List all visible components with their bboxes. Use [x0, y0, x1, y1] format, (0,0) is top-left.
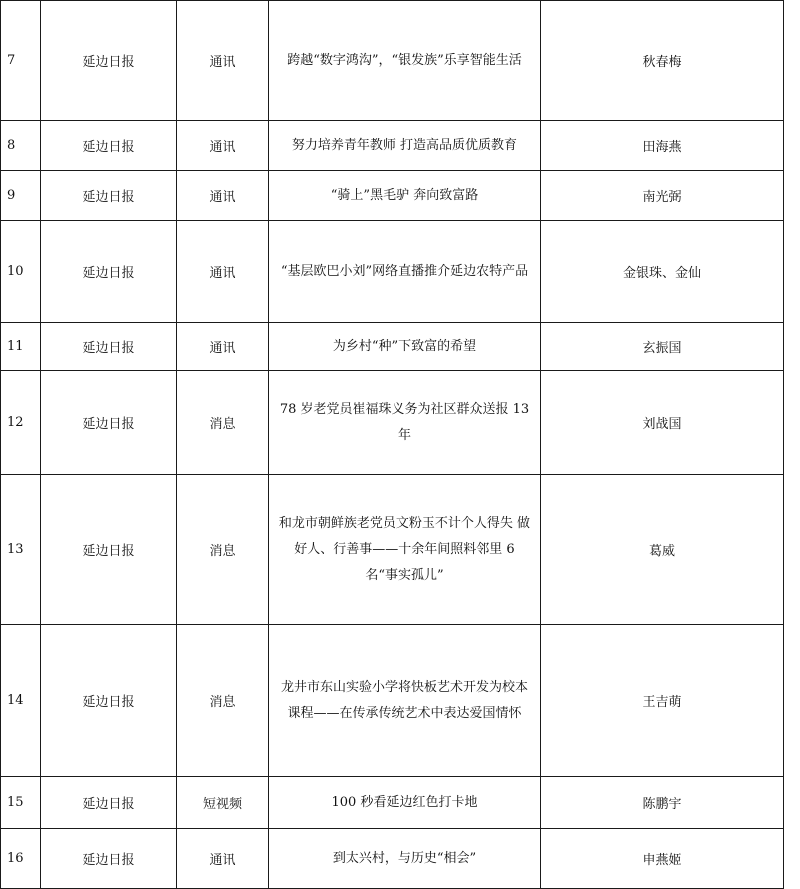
row-number: 10 [1, 221, 41, 323]
author-cell: 秋春梅 [541, 1, 784, 121]
title-cell: “骑上”黑毛驴 奔向致富路 [269, 171, 541, 221]
publication-cell: 延边日报 [41, 829, 177, 889]
genre-cell: 消息 [177, 475, 269, 625]
publication-cell: 延边日报 [41, 1, 177, 121]
author-cell: 陈鹏宇 [541, 777, 784, 829]
title-cell: 和龙市朝鲜族老党员文粉玉不计个人得失 做好人、行善事——十余年间照料邻里 6 名“事实孤儿” [269, 475, 541, 625]
genre-cell: 通讯 [177, 829, 269, 889]
table-row [1, 171, 784, 221]
genre-cell: 通讯 [177, 1, 269, 121]
table-row [1, 371, 784, 475]
row-number: 15 [1, 777, 41, 829]
table-row [1, 323, 784, 371]
publication-cell: 延边日报 [41, 475, 177, 625]
genre-cell: 通讯 [177, 221, 269, 323]
publication-cell: 延边日报 [41, 323, 177, 371]
publication-cell: 延边日报 [41, 371, 177, 475]
genre-cell: 通讯 [177, 323, 269, 371]
author-cell: 刘战国 [541, 371, 784, 475]
publication-cell: 延边日报 [41, 121, 177, 171]
author-cell: 田海燕 [541, 121, 784, 171]
row-number: 13 [1, 475, 41, 625]
author-cell: 葛威 [541, 475, 784, 625]
author-cell: 申燕姬 [541, 829, 784, 889]
table-row [1, 475, 784, 625]
title-cell: 到太兴村，与历史“相会” [269, 829, 541, 889]
author-cell: 南光弼 [541, 171, 784, 221]
author-cell: 玄振国 [541, 323, 784, 371]
genre-cell: 消息 [177, 625, 269, 777]
row-number: 14 [1, 625, 41, 777]
title-cell: 跨越“数字鸿沟”，“银发族”乐享智能生活 [269, 1, 541, 121]
row-number: 11 [1, 323, 41, 371]
table-row [1, 625, 784, 777]
genre-cell: 通讯 [177, 121, 269, 171]
table-row [1, 121, 784, 171]
title-cell: 努力培养青年教师 打造高品质优质教育 [269, 121, 541, 171]
title-cell: 100 秒看延边红色打卡地 [269, 777, 541, 829]
publication-cell: 延边日报 [41, 221, 177, 323]
publication-cell: 延边日报 [41, 171, 177, 221]
table-row [1, 829, 784, 889]
row-number: 7 [1, 1, 41, 121]
title-cell: “基层欧巴小刘”网络直播推介延边农特产品 [269, 221, 541, 323]
author-cell: 王吉萌 [541, 625, 784, 777]
genre-cell: 通讯 [177, 171, 269, 221]
row-number: 9 [1, 171, 41, 221]
table-row [1, 1, 784, 121]
genre-cell: 消息 [177, 371, 269, 475]
publication-cell: 延边日报 [41, 625, 177, 777]
row-number: 12 [1, 371, 41, 475]
row-number: 8 [1, 121, 41, 171]
genre-cell: 短视频 [177, 777, 269, 829]
table-row [1, 221, 784, 323]
author-cell: 金银珠、金仙 [541, 221, 784, 323]
table-row [1, 777, 784, 829]
publication-cell: 延边日报 [41, 777, 177, 829]
title-cell: 为乡村“种”下致富的希望 [269, 323, 541, 371]
title-cell: 78 岁老党员崔福珠义务为社区群众送报 13 年 [269, 371, 541, 475]
row-number: 16 [1, 829, 41, 889]
title-cell: 龙井市东山实验小学将快板艺术开发为校本课程——在传承传统艺术中表达爱国情怀 [269, 625, 541, 777]
